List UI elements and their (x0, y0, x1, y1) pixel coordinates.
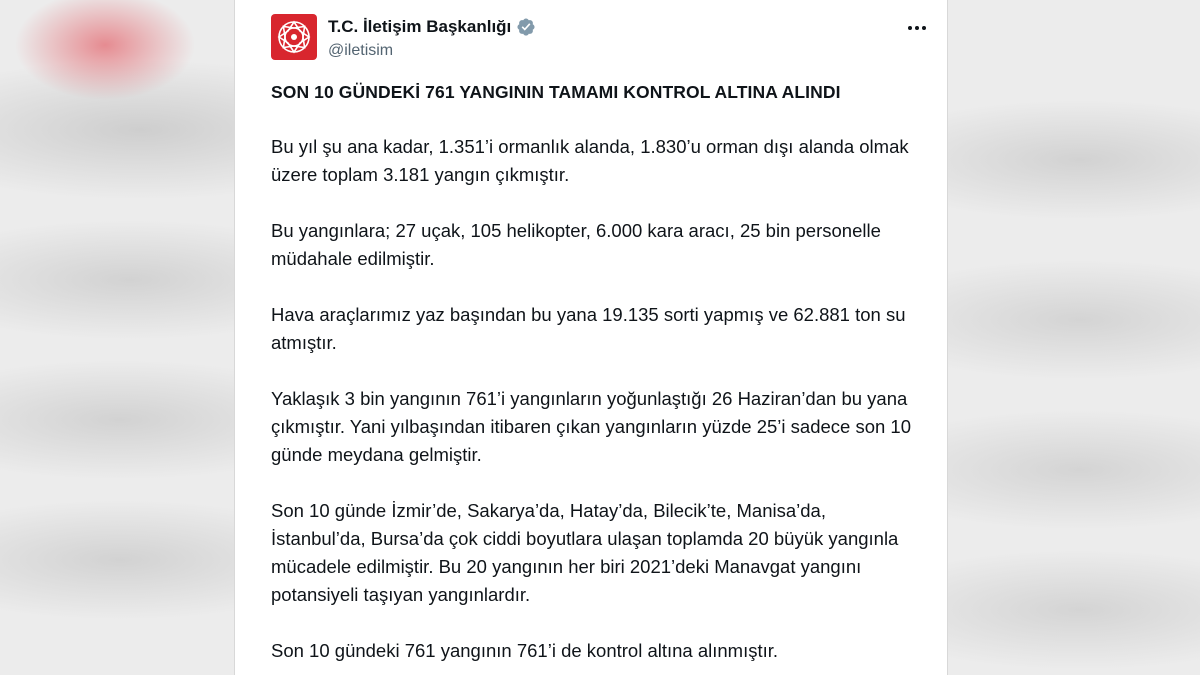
display-name[interactable]: T.C. İletişim Başkanlığı (328, 17, 512, 36)
tweet-paragraph: Yaklaşık 3 bin yangının 761’i yangınların yoğunlaştığı 26 Haziran’dan bu yana çıkmıştır. Yani yılbaşından itibaren çıkan yangınların yüzde 25’i sadece son 10 günde meydana gelmiştir. (271, 388, 911, 465)
tweet-paragraph: Hava araçlarımız yaz başından bu yana 19.135 sorti yapmış ve 62.881 ton su atmıştır. (271, 304, 906, 353)
handle[interactable]: @iletisim (328, 42, 394, 59)
author-names (328, 16, 536, 60)
tweet-card (234, 0, 948, 675)
tweet-text (271, 78, 919, 675)
tweet-headline: SON 10 GÜNDEKİ 761 YANGININ TAMAMI KONTROL ALTINA ALINDI (271, 82, 841, 102)
more-options-icon[interactable] (905, 18, 929, 38)
verified-badge-icon[interactable] (516, 17, 536, 37)
tweet-paragraph: Son 10 gündeki 761 yangının 761’i de kontrol altına alınmıştır. (271, 640, 779, 661)
tweet-paragraph: Bu yangınlara; 27 uçak, 105 helikopter, 6.000 kara aracı, 25 bin personelle müdahale edilmiştir. (271, 220, 881, 269)
iletisim-logo-icon (274, 17, 314, 57)
tweet-paragraph: Bu yıl şu ana kadar, 1.351’i ormanlık alanda, 1.830’u orman dışı alanda olmak üzere toplam 3.181 yangın çıkmıştır. (271, 136, 909, 185)
tweet-paragraph: Son 10 günde İzmir’de, Sakarya’da, Hatay’da, Bilecik’te, Manisa’da, İstanbul’da, Bursa’da çok ciddi boyutlara ulaşan toplamda 20 büyük yangınla mücadele edilmiştir. Bu 20 yangının her biri 2021’deki Manavgat yangını potansiyeli taşıyan yangınlardır. (271, 500, 899, 605)
avatar[interactable] (271, 14, 317, 60)
tweet-header (271, 14, 929, 62)
